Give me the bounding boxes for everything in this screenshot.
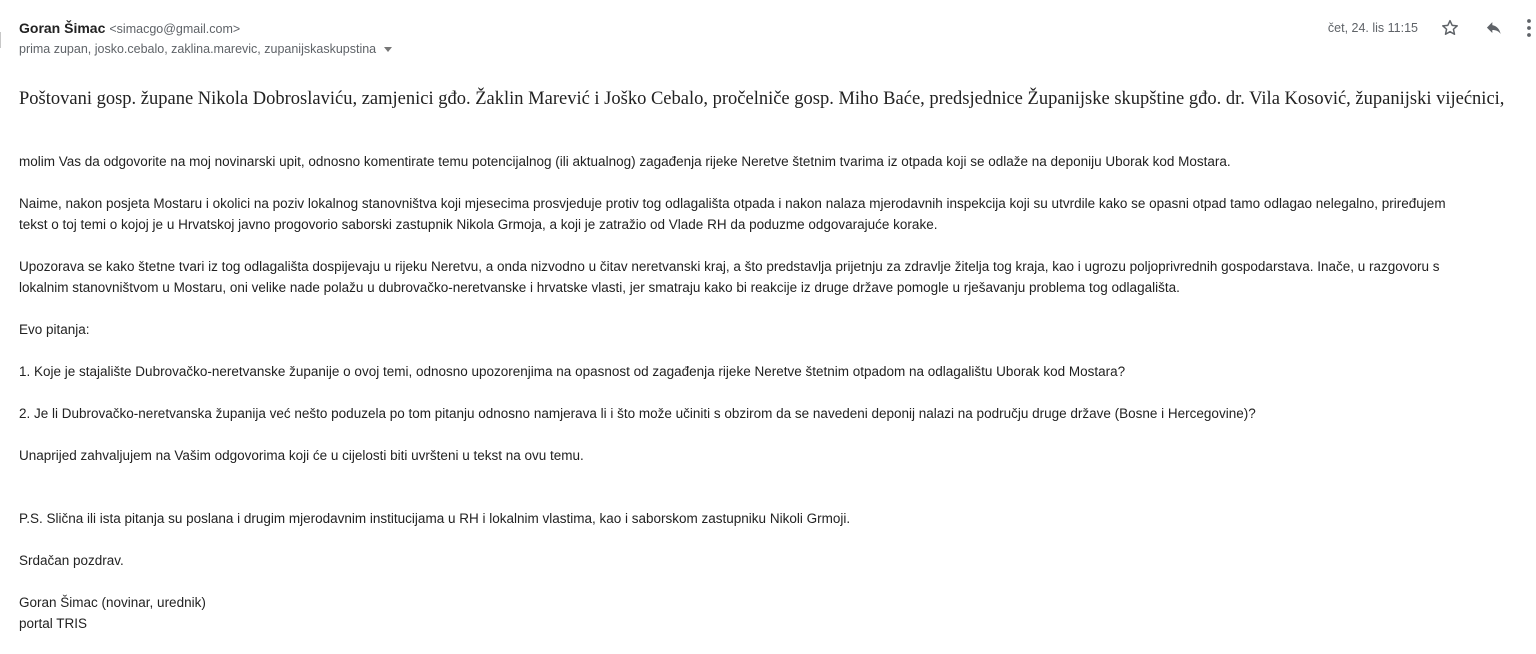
signature-portal: portal TRIS bbox=[19, 616, 88, 631]
more-vertical-icon[interactable] bbox=[1526, 16, 1536, 40]
chevron-down-icon[interactable] bbox=[384, 47, 392, 52]
recipients-list: prima zupan, josko.cebalo, zaklina.marevic, zupanijskaskupstina bbox=[19, 42, 377, 56]
question-1: 1. Koje je stajalište Dubrovačko-neretvanske županije o ovoj temi, odnosno upozorenjima na opasnost od zagađenja rijeke Neretve štetnim otpadom na odlagalištu Uborak kod Mostara? bbox=[19, 364, 1126, 379]
signature-name: Goran Šimac (novinar, urednik) bbox=[19, 595, 206, 610]
postscript-text: P.S. Slična ili ista pitanja su poslana i drugim mjerodavnim institucijama u RH i lokalnim vlastima, kao i saborskom zastupniku Nikoli Grmoji. bbox=[19, 511, 851, 526]
message-body bbox=[19, 88, 1534, 634]
salutation-text: Poštovani gosp. župane Nikola Dobroslaviću, zamjenici gđo. Žaklin Marević i Joško Cebalo, pročelniče gosp. Miho Baće, predsjednice Županijske skupštine gđo. dr. Vila Kosović, županijski vijećnici, bbox=[19, 89, 1505, 109]
paragraph-context bbox=[19, 193, 1534, 235]
paragraph-warning-line-2: lokalnim stanovništvom u Mostaru, oni velike nade polažu u dubrovačko-neretvanske i hrvatske vlasti, jer smatraju kako bi reakcije iz druge države pomogle u rješavanju problema tog odlagališta. bbox=[19, 280, 1180, 295]
sender-line bbox=[19, 18, 240, 39]
sender-email: <simacgo@gmail.com> bbox=[109, 22, 241, 36]
signature bbox=[19, 592, 1534, 634]
recipients-toggle[interactable] bbox=[19, 40, 392, 58]
question-2: 2. Je li Dubrovačko-neretvanska županija već nešto poduzela po tom pitanju odnosno namjerava li i što može učiniti s obzirom da se navedeni deponij nalazi na području druge države (Bosne i Hercegovine)? bbox=[19, 406, 1256, 421]
closing-text: Srdačan pozdrav. bbox=[19, 553, 124, 568]
reply-icon[interactable] bbox=[1482, 16, 1506, 40]
message-thread-edge bbox=[0, 32, 4, 48]
questions-intro: Evo pitanja: bbox=[19, 322, 90, 337]
paragraph-context-line-1: Naime, nakon posjeta Mostaru i okolici na poziv lokalnog stanovništva koji mjesecima prosvjeduje protiv tog odlagališta otpada i nakon nalaza mjerodavnih inspekcija koji su utvrdile kako se opasni otpad tamo odlagao nelegalno, priređujem bbox=[19, 196, 1446, 211]
star-icon[interactable] bbox=[1438, 16, 1462, 40]
paragraph-warning bbox=[19, 256, 1534, 298]
thanks-text: Unaprijed zahvaljujem na Vašim odgovorima koji će u cijelosti biti uvršteni u tekst na ovu temu. bbox=[19, 448, 584, 463]
message-header bbox=[19, 18, 1536, 62]
paragraph-request: molim Vas da odgovorite na moj novinarski upit, odnosno komentirate temu potencijalnog (ili aktualnog) zagađenja rijeke Neretve štetnim tvarima iz otpada koji se odlaže na deponiju Uborak kod Mostara. bbox=[19, 154, 1231, 169]
message-actions bbox=[1328, 18, 1536, 38]
paragraph-context-line-2: tekst o toj temi o kojoj je u Hrvatskoj javno progovorio saborski zastupnik Nikola Grmoja, a koji je zatražio od Vlade RH da poduzme odgovarajuće korake. bbox=[19, 217, 938, 232]
message-date: čet, 24. lis 11:15 bbox=[1327, 21, 1418, 35]
paragraph-warning-line-1: Upozorava se kako štetne tvari iz tog odlagališta dospijevaju u rijeku Neretvu, a onda nizvodno u čitav neretvanski kraj, a što predstavlja prijetnju za zdravlje žitelja tog kraja, kao i ugrozu poljoprivrednih gospodarstava. Inače, u razgovoru s bbox=[19, 259, 1440, 274]
sender-name[interactable]: Goran Šimac bbox=[19, 20, 106, 36]
